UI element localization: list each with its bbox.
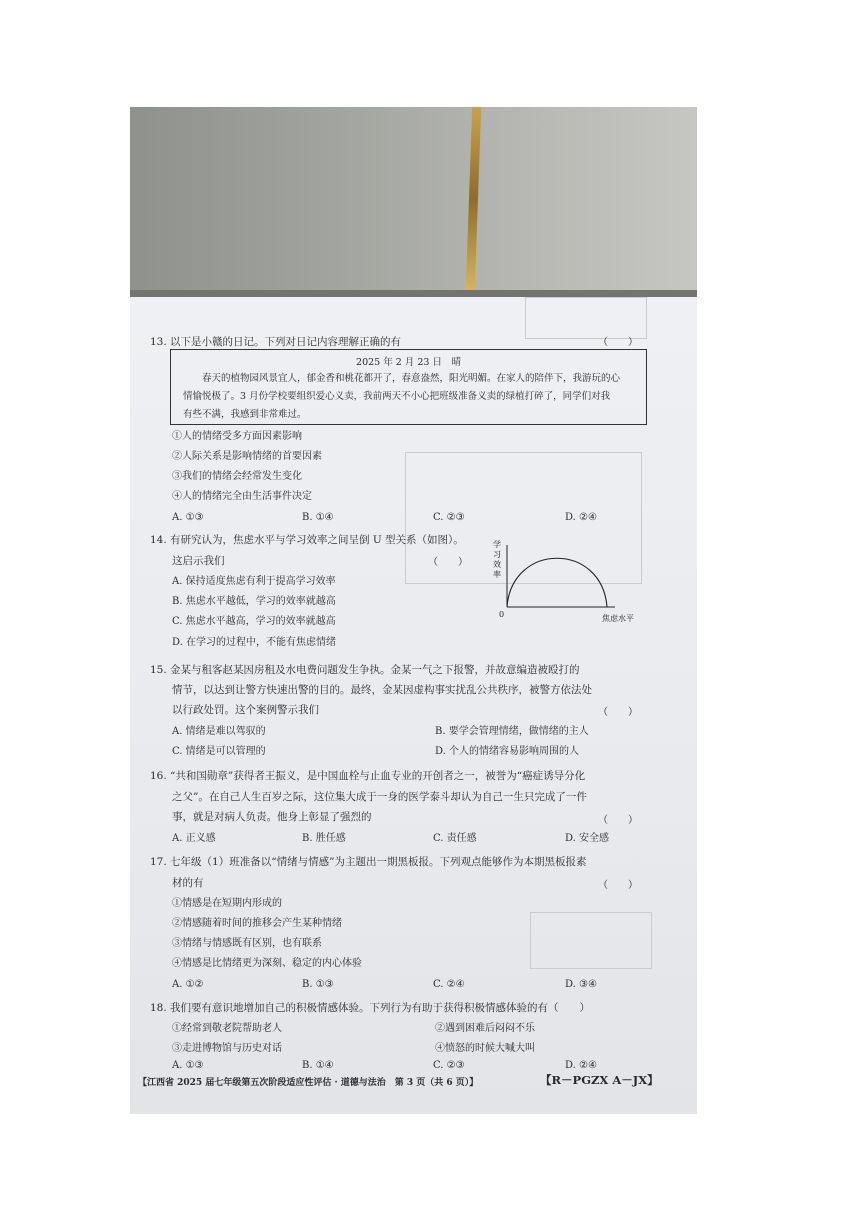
- q13-item: ③我们的情绪会经常发生变化: [172, 471, 302, 482]
- diary-line: 春天的植物园风景宜人，郁金香和桃花都开了，春意盎然，阳光明媚。在家人的陪伴下，我游玩的心: [183, 373, 621, 384]
- q16-option-c: C. 责任感: [433, 833, 477, 844]
- q15-answer-paren: （ ）: [598, 707, 638, 718]
- q14-stem-line: 这启示我们: [172, 555, 225, 567]
- q15-stem-line: 15. 金某与租客赵某因房租及水电费问题发生争执。金某一气之下报警，并故意编造被殴打的: [150, 664, 580, 676]
- q16-stem-line: 事，就是对病人负责。他身上彰显了强烈的: [172, 811, 372, 823]
- q18-item: ③走进博物馆与历史对话: [172, 1043, 282, 1054]
- y-axis-label-char: 率: [493, 570, 501, 579]
- q18-option-a: A. ①③: [172, 1060, 204, 1071]
- q16-answer-paren: （ ）: [598, 815, 638, 826]
- y-axis-label-char: 效: [493, 560, 501, 569]
- q18-item: ①经常到敬老院帮助老人: [172, 1023, 282, 1034]
- q15-option-b: B. 要学会管理情绪，做情绪的主人: [435, 726, 589, 737]
- q15-stem-line: 情节，以达到让警方快速出警的目的。最终，金某因虚构事实扰乱公共秩序，被警方依法处: [172, 684, 592, 696]
- q17-item: ②情感随着时间的推移会产生某种情绪: [172, 918, 342, 929]
- q16-stem-line: 之父”。在自己人生百岁之际，这位集大成于一身的医学泰斗却认为自己一生只完成了一件: [172, 791, 587, 803]
- page-footer-code: 【R－PGZX A－JX】: [540, 1073, 659, 1087]
- q14-stem-line: 14. 有研究认为，焦虑水平与学习效率之间呈倒 U 型关系（如图）。: [150, 534, 464, 546]
- page-footer: 【江西省 2025 届七年级第五次阶段适应性评估 · 道德与法治 第 3 页（共 6 页）】: [138, 1078, 479, 1088]
- q15-option-c: C. 情绪是可以管理的: [172, 746, 266, 757]
- q14-option-d: D. 在学习的过程中，不能有焦虑情绪: [172, 637, 337, 648]
- q17-option-d: D. ③④: [565, 979, 597, 990]
- q13-option-d: D. ②④: [565, 512, 597, 523]
- x-axis-label: 焦虑水平: [602, 614, 634, 623]
- q17-option-c: C. ②④: [433, 979, 465, 990]
- diary-date: 2025 年 2 月 23 日 晴: [356, 357, 461, 368]
- q16-option-b: B. 胜任感: [302, 833, 346, 844]
- q13-diary-box: [170, 349, 647, 425]
- q18-option-c: C. ②③: [433, 1060, 465, 1071]
- q18-item: ④愤怒的时候大喊大叫: [435, 1043, 535, 1054]
- q13-option-c: C. ②③: [433, 512, 465, 523]
- q17-stem-line: 17. 七年级（1）班准备以“情绪与情感”为主题出一期黑板报。下列观点能够作为本期黑板报素: [150, 856, 587, 868]
- q17-item: ③情绪与情感既有区别，也有联系: [172, 938, 322, 949]
- q13-item: ②人际关系是影响情绪的首要因素: [172, 451, 322, 462]
- q16-option-a: A. 正义感: [172, 833, 216, 844]
- q18-item: ②遇到困难后闷闷不乐: [435, 1023, 535, 1034]
- q13-option-b: B. ①④: [302, 512, 334, 523]
- q18-option-d: D. ②④: [565, 1060, 597, 1071]
- y-axis-label-char: 习: [493, 550, 501, 559]
- q13-item: ①人的情绪受多方面因素影响: [172, 431, 302, 442]
- q17-answer-paren: （ ）: [598, 880, 638, 891]
- q15-stem-line: 以行政处罚。这个案例警示我们: [172, 704, 319, 716]
- q14-option-b: B. 焦虑水平越低，学习的效率就越高: [172, 596, 336, 607]
- exam-paper: [130, 297, 697, 1114]
- q13-answer-paren: （ ）: [598, 337, 638, 348]
- q14-option-a: A. 保持适度焦虑有利于提高学习效率: [172, 576, 336, 587]
- exam-photo: [130, 107, 697, 1114]
- bleed-through-box: [530, 912, 652, 969]
- q18-stem: 18. 我们要有意识地增加自己的积极情感体验。下列行为有助于获得积极情感体验的有（ ）: [150, 1002, 591, 1014]
- origin-label: 0: [499, 610, 505, 619]
- q17-option-b: B. ①③: [302, 979, 334, 990]
- y-axis-label-char: 学: [493, 540, 501, 549]
- desk-background: [130, 107, 697, 297]
- diary-line: 有些不满，我感到非常难过。: [183, 409, 307, 420]
- q17-item: ①情感是在短期内形成的: [172, 898, 282, 909]
- inverted-u-chart: [485, 537, 645, 627]
- q14-answer-paren: （ ）: [428, 557, 468, 568]
- q13-item: ④人的情绪完全由生活事件决定: [172, 491, 312, 502]
- efficiency-curve: [507, 558, 607, 607]
- q18-option-b: B. ①④: [302, 1060, 334, 1071]
- q14-option-c: C. 焦虑水平越高，学习的效率就越高: [172, 616, 336, 627]
- q17-stem-line: 材的有: [172, 877, 204, 889]
- q13-stem: 13. 以下是小赣的日记。下列对日记内容理解正确的有: [150, 336, 402, 348]
- q15-option-a: A. 情绪是难以驾驭的: [172, 726, 266, 737]
- q17-item: ④情感是比情绪更为深刻、稳定的内心体验: [172, 958, 362, 969]
- q16-option-d: D. 安全感: [565, 833, 610, 844]
- q17-option-a: A. ①②: [172, 979, 204, 990]
- q15-option-d: D. 个人的情绪容易影响周围的人: [435, 746, 580, 757]
- diary-line: 情愉悦极了。3 月份学校要组织爱心义卖，我前两天不小心把班级准备义卖的绿植打碎了，同学们对我: [183, 391, 611, 402]
- q13-option-a: A. ①③: [172, 512, 204, 523]
- q16-stem-line: 16. “共和国勋章”获得者王振义，是中国血栓与止血专业的开创者之一，被誉为“癌症诱导分化: [150, 770, 586, 782]
- desk-edge: [130, 290, 697, 297]
